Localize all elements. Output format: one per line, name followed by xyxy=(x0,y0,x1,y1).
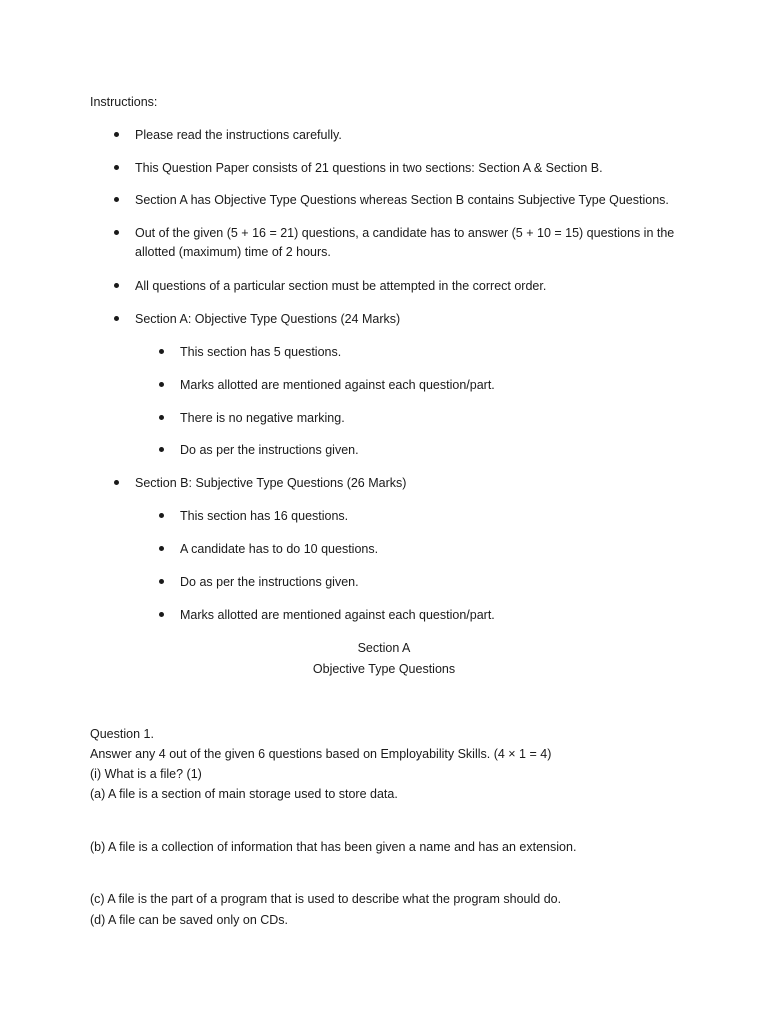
bullet-icon xyxy=(159,447,164,452)
instruction-item: This Question Paper consists of 21 questions in two sections: Section A & Section B. xyxy=(135,161,603,175)
sub-question: (i) What is a file? (1) xyxy=(90,767,202,781)
instruction-item: All questions of a particular section must be attempted in the correct order. xyxy=(135,279,547,293)
option-a: (a) A file is a section of main storage used to store data. xyxy=(90,787,398,801)
bullet-icon xyxy=(159,415,164,420)
bullet-icon xyxy=(114,165,119,170)
section-title: Section A xyxy=(357,641,411,655)
question-number: Question 1. xyxy=(90,727,154,741)
bullet-icon xyxy=(114,230,119,235)
option-d: (d) A file can be saved only on CDs. xyxy=(90,913,289,927)
option-c: (c) A file is the part of a program that is used to describe what the program should do. xyxy=(90,892,562,906)
bullet-icon xyxy=(114,132,119,137)
instruction-item: Please read the instructions carefully. xyxy=(135,128,342,142)
bullet-icon xyxy=(114,197,119,202)
bullet-icon xyxy=(159,349,164,354)
instruction-item: Section A: Objective Type Questions (24 Marks) xyxy=(135,312,401,326)
section-a-item: There is no negative marking. xyxy=(180,411,345,425)
section-a-item: This section has 5 questions. xyxy=(180,345,342,359)
instruction-item: Section A has Objective Type Questions whereas Section B contains Subjective Type Questions. xyxy=(135,193,669,207)
section-b-item: Marks allotted are mentioned against each question/part. xyxy=(180,608,495,622)
option-b: (b) A file is a collection of information that has been given a name and has an extension. xyxy=(90,840,577,854)
bullet-icon xyxy=(159,382,164,387)
question-prompt: Answer any 4 out of the given 6 questions based on Employability Skills. (4 × 1 = 4) xyxy=(90,747,552,761)
section-b-item: Do as per the instructions given. xyxy=(180,575,359,589)
instructions-heading: Instructions: xyxy=(90,95,158,109)
instruction-item: Out of the given (5 + 16 = 21) questions, a candidate has to answer (5 + 10 = 15) questions in the xyxy=(135,226,675,240)
section-a-item: Marks allotted are mentioned against each question/part. xyxy=(180,378,495,392)
bullet-icon xyxy=(159,513,164,518)
bullet-icon xyxy=(114,316,119,321)
instruction-item: Section B: Subjective Type Questions (26 Marks) xyxy=(135,476,407,490)
bullet-icon xyxy=(159,579,164,584)
bullet-icon xyxy=(159,612,164,617)
section-a-item: Do as per the instructions given. xyxy=(180,443,359,457)
section-subtitle: Objective Type Questions xyxy=(312,662,456,676)
bullet-icon xyxy=(114,480,119,485)
bullet-icon xyxy=(114,283,119,288)
section-b-item: A candidate has to do 10 questions. xyxy=(180,542,379,556)
bullet-icon xyxy=(159,546,164,551)
section-b-item: This section has 16 questions. xyxy=(180,509,349,523)
instruction-item-continuation: allotted (maximum) time of 2 hours. xyxy=(135,245,331,259)
